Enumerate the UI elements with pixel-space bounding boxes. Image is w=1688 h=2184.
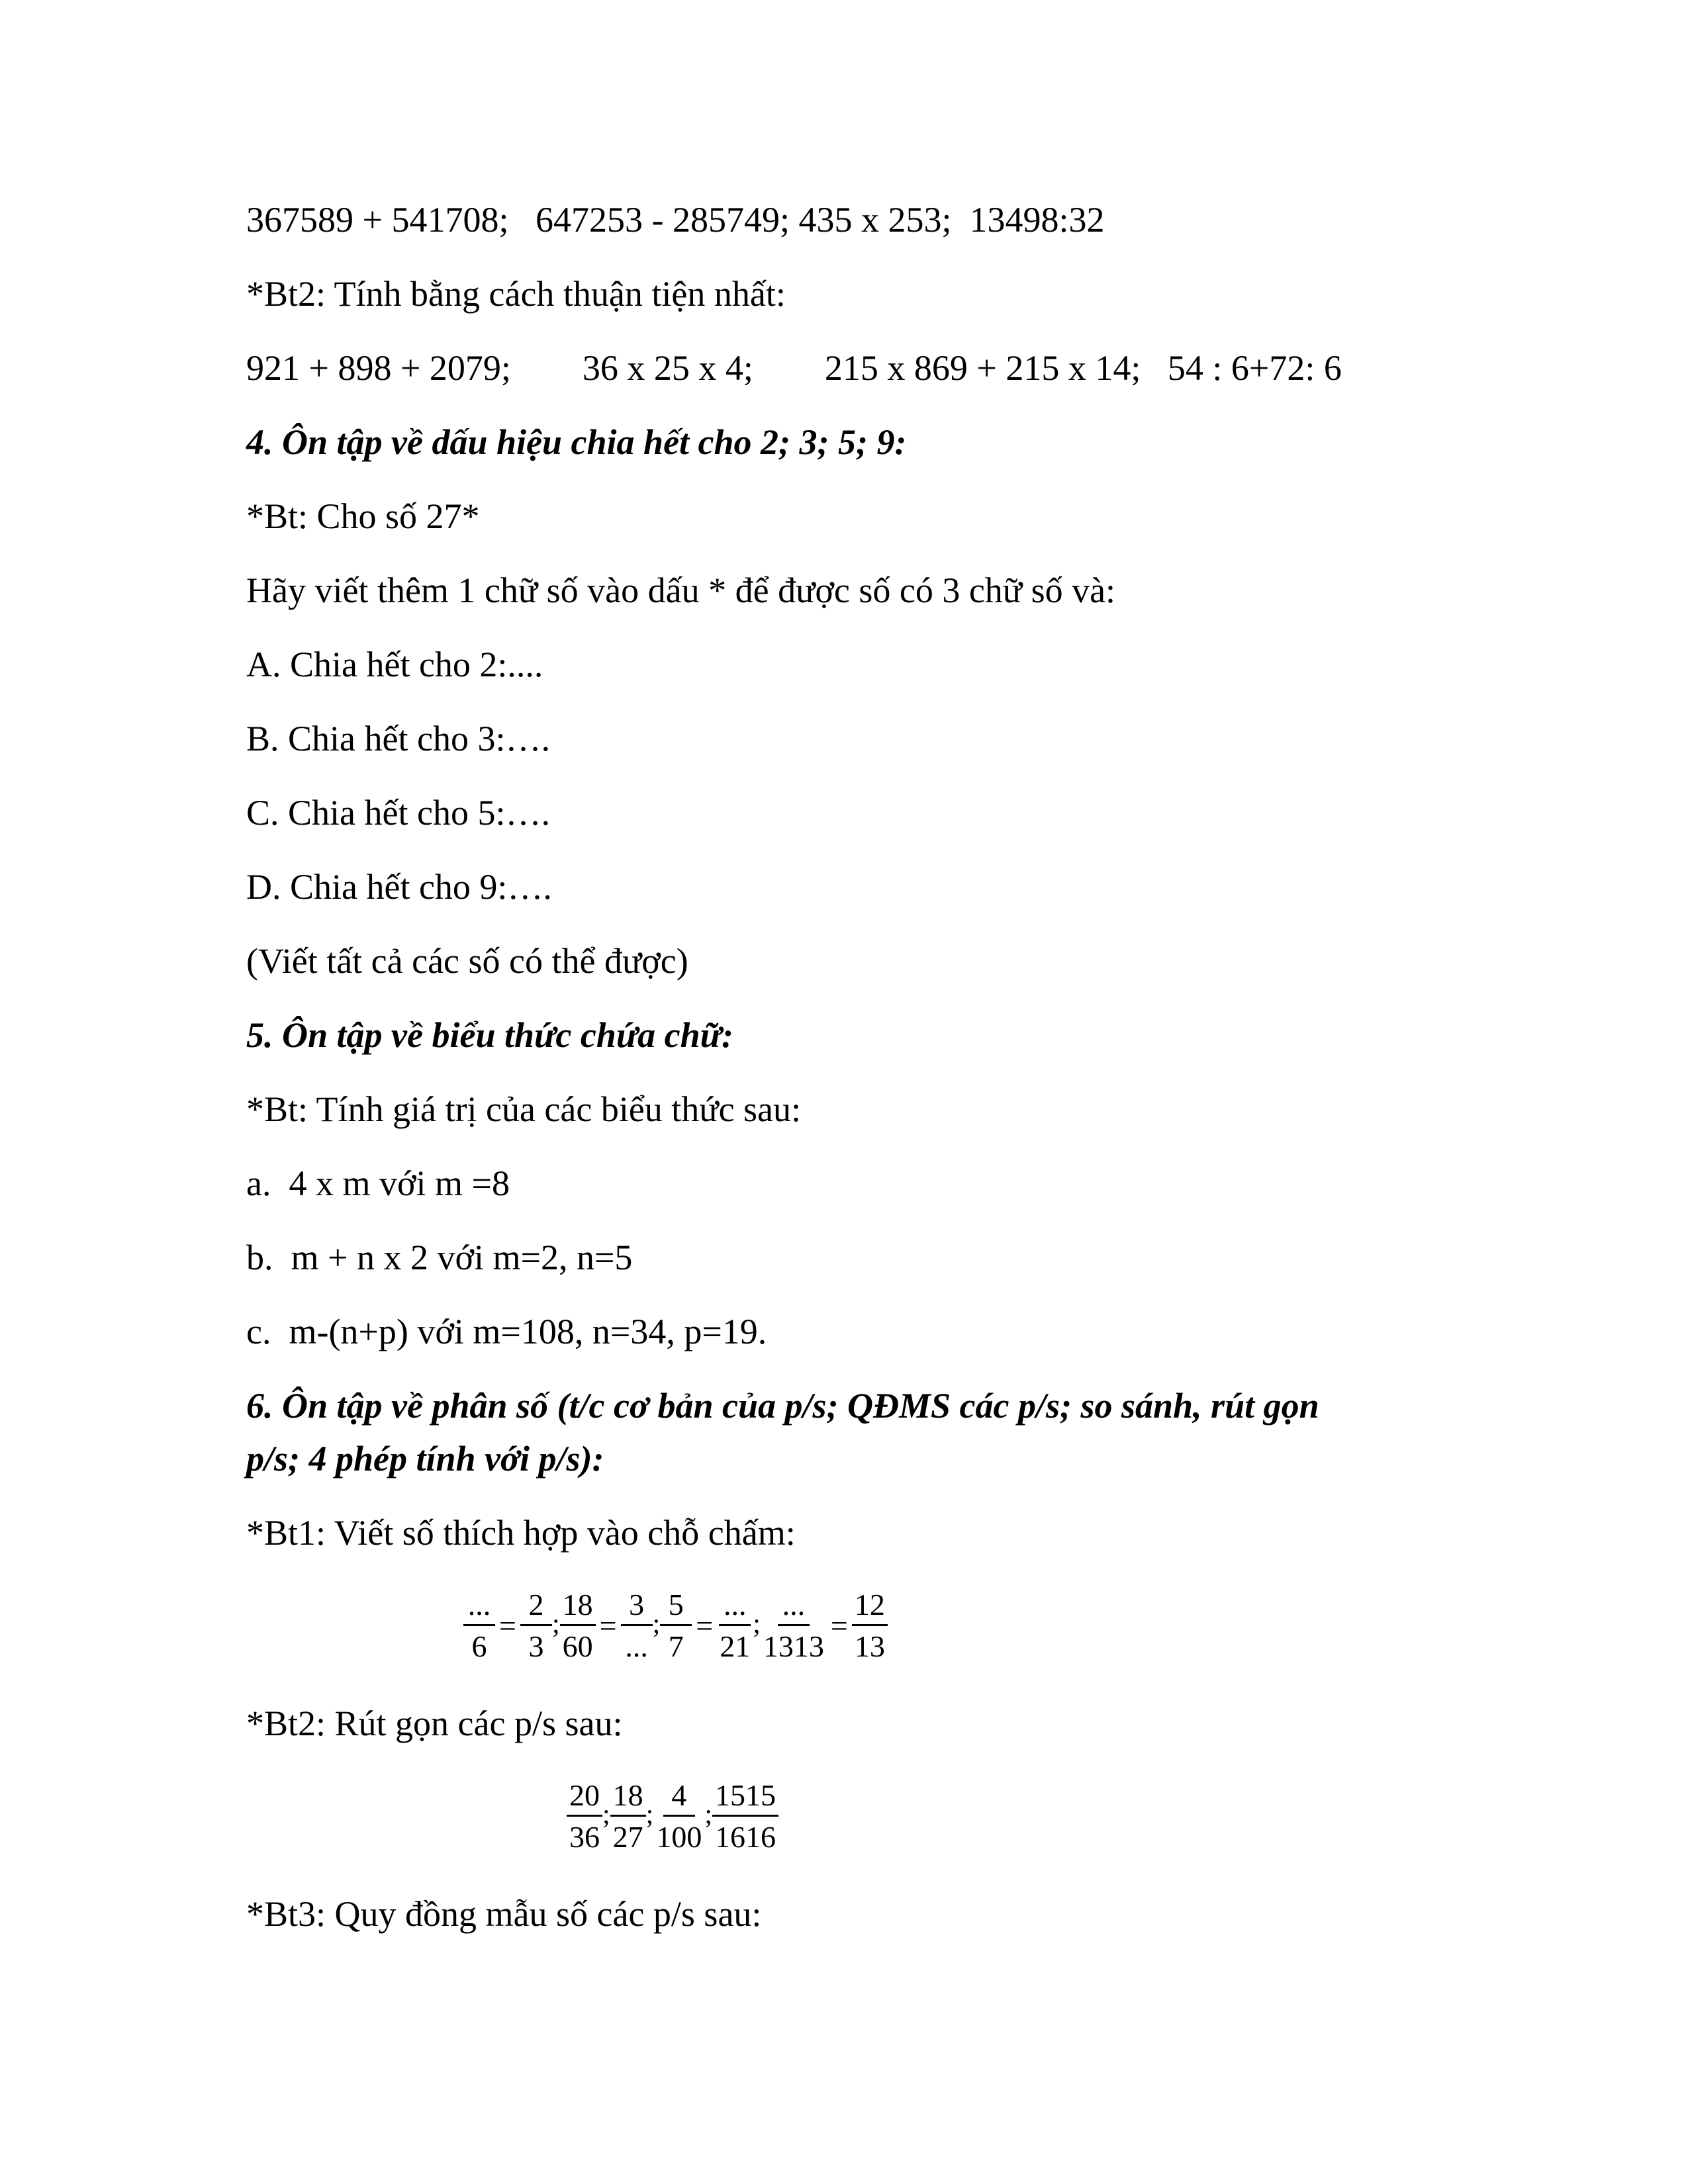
separator: ; bbox=[704, 1799, 713, 1830]
section-4-prompt: Hãy viết thêm 1 chữ số vào dấu * để được số có 3 chữ số và: bbox=[246, 570, 1116, 610]
fraction-denominator: ... bbox=[625, 1629, 648, 1663]
fraction-denominator: 27 bbox=[612, 1820, 643, 1854]
section-5-exercise: *Bt: Tính giá trị của các biểu thức sau: bbox=[246, 1089, 802, 1129]
option-a: A. Chia hết cho 2:.... bbox=[246, 645, 543, 684]
equals-sign: = bbox=[599, 1608, 617, 1643]
fraction bbox=[610, 1780, 646, 1852]
fraction bbox=[567, 1780, 602, 1852]
fraction-denominator: 21 bbox=[720, 1629, 751, 1663]
fraction-numerator: 18 bbox=[610, 1780, 646, 1817]
fraction-denominator: 1616 bbox=[715, 1820, 776, 1854]
fraction-numerator: 4 bbox=[663, 1780, 695, 1817]
separator: ; bbox=[602, 1799, 610, 1830]
section-4-exercise: *Bt: Cho số 27* bbox=[246, 496, 480, 536]
separator: ; bbox=[652, 1609, 661, 1639]
fraction bbox=[560, 1590, 596, 1662]
fraction-numerator: ... bbox=[719, 1590, 751, 1626]
section-4-note: (Viết tất cả các số có thể được) bbox=[246, 941, 688, 981]
fraction-denominator: 100 bbox=[656, 1820, 702, 1854]
fraction-numerator: 3 bbox=[621, 1590, 653, 1626]
fraction-denominator: 1313 bbox=[763, 1629, 824, 1663]
section-4-title: 4. Ôn tập về dấu hiệu chia hết cho 2; 3; 5; 9: bbox=[246, 422, 907, 462]
expression-c: c. m-(n+p) với m=108, n=34, p=19. bbox=[246, 1312, 767, 1351]
expression-a: a. 4 x m với m =8 bbox=[246, 1163, 510, 1203]
bt2-reduce-heading: *Bt2: Rút gọn các p/s sau: bbox=[246, 1704, 623, 1743]
fraction-denominator: 7 bbox=[668, 1629, 684, 1663]
equals-sign: = bbox=[830, 1608, 848, 1643]
separator: ; bbox=[551, 1609, 560, 1639]
fraction bbox=[660, 1590, 692, 1662]
equals-sign: = bbox=[696, 1608, 714, 1643]
bt2-convenient-heading: *Bt2: Tính bằng cách thuận tiện nhất: bbox=[246, 274, 786, 314]
fraction-denominator: 3 bbox=[528, 1629, 544, 1663]
expression-b: b. m + n x 2 với m=2, n=5 bbox=[246, 1238, 633, 1277]
section-6-title-line-2: p/s; 4 phép tính với p/s): bbox=[246, 1439, 604, 1479]
fractions-to-reduce bbox=[567, 1780, 778, 1852]
fraction-numerator: 12 bbox=[852, 1590, 888, 1626]
fraction bbox=[761, 1590, 827, 1662]
fraction-fill-equations bbox=[463, 1590, 888, 1662]
fraction-numerator: 5 bbox=[660, 1590, 692, 1626]
fraction-denominator: 36 bbox=[569, 1820, 600, 1854]
convenient-calc-line: 921 + 898 + 2079; 36 x 25 x 4; 215 x 869 + 215 x 14; 54 : 6+72: 6 bbox=[246, 348, 1342, 388]
fraction-denominator: 60 bbox=[562, 1629, 593, 1663]
bt3-heading: *Bt3: Quy đồng mẫu số các p/s sau: bbox=[246, 1894, 762, 1934]
fraction-denominator: 6 bbox=[471, 1629, 487, 1663]
separator: ; bbox=[645, 1799, 654, 1830]
fraction bbox=[712, 1780, 778, 1852]
fraction bbox=[463, 1590, 495, 1662]
fraction-numerator: 18 bbox=[560, 1590, 596, 1626]
fraction-denominator: 13 bbox=[854, 1629, 885, 1663]
fraction bbox=[520, 1590, 552, 1662]
section-6-title-line-1: 6. Ôn tập về phân số (t/c cơ bản của p/s; QĐMS các p/s; so sánh, rút gọn bbox=[246, 1386, 1319, 1426]
equals-sign: = bbox=[499, 1608, 516, 1643]
fraction-numerator: 20 bbox=[567, 1780, 602, 1817]
section-5-title: 5. Ôn tập về biểu thức chứa chữ: bbox=[246, 1015, 734, 1055]
fraction-numerator: 2 bbox=[520, 1590, 552, 1626]
fraction bbox=[717, 1590, 753, 1662]
calc-exercise-line: 367589 + 541708; 647253 - 285749; 435 x 253; 13498:32 bbox=[246, 200, 1105, 240]
fraction bbox=[621, 1590, 653, 1662]
separator: ; bbox=[753, 1609, 761, 1639]
option-d: D. Chia hết cho 9:…. bbox=[246, 867, 552, 907]
fraction-numerator: 1515 bbox=[712, 1780, 778, 1817]
bt1-heading: *Bt1: Viết số thích hợp vào chỗ chấm: bbox=[246, 1513, 796, 1553]
option-c: C. Chia hết cho 5:…. bbox=[246, 793, 550, 833]
fraction bbox=[653, 1780, 704, 1852]
fraction-numerator: ... bbox=[463, 1590, 495, 1626]
fraction bbox=[852, 1590, 888, 1662]
option-b: B. Chia hết cho 3:…. bbox=[246, 719, 550, 758]
fraction-numerator: ... bbox=[778, 1590, 810, 1626]
